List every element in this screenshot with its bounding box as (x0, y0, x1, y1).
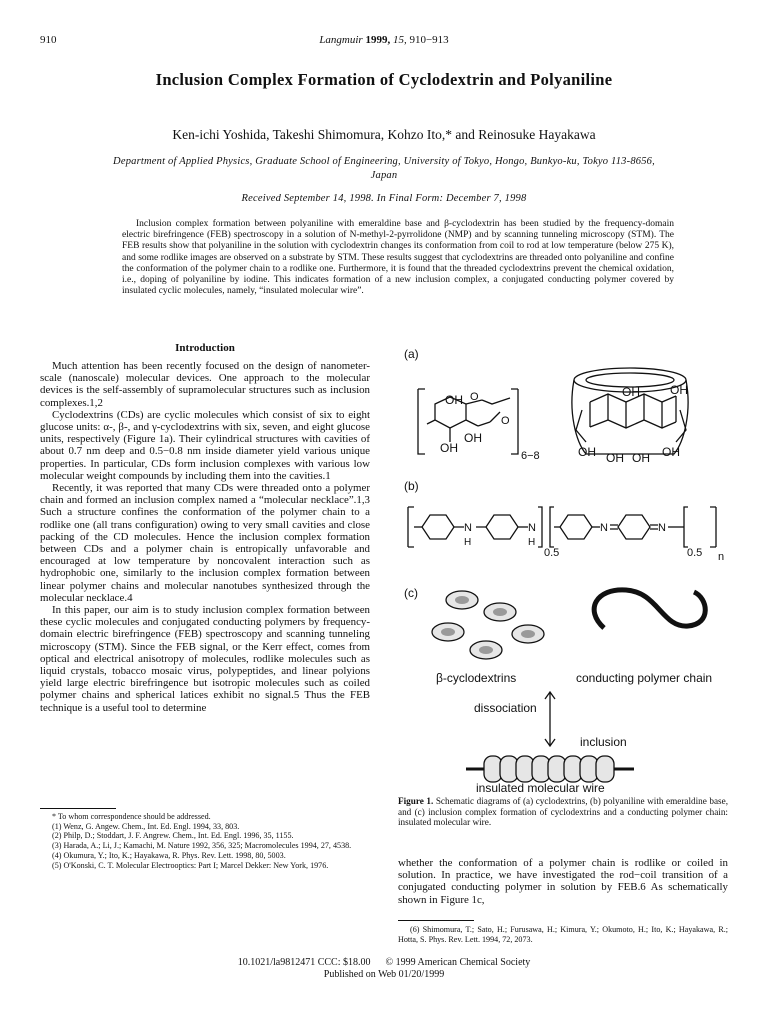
caption-label: Figure 1. (398, 796, 434, 806)
threaded-cd (548, 756, 566, 782)
oh-label: OH (662, 445, 680, 459)
footnotes-right (398, 925, 728, 944)
copyright: © 1999 American Chemical Society (385, 957, 531, 968)
o-label: O (501, 415, 510, 427)
threaded-cd (516, 756, 534, 782)
figure-caption (398, 796, 728, 828)
label-dissociation: dissociation (474, 701, 537, 715)
h-atom: H (464, 537, 472, 548)
section-heading-introduction: Introduction (175, 342, 235, 354)
footnotes-left (40, 812, 370, 870)
double-bond (610, 525, 618, 529)
footnote: (4) Okumura, Y.; Ito, K.; Hayakawa, R. Phys. Rev. Lett. 1998, 80, 5003. (52, 850, 286, 860)
threaded-cd (484, 756, 502, 782)
body-paragraph: whether the conformation of a polymer chain is rodlike or coiled in solution. In practice, we have investigated the rod−coil transition of a conjugated conducting polymer in solution by FEB.6 As schematically shown in Figure 1c, (398, 857, 728, 906)
benzene-ring (422, 515, 454, 539)
oh-label: OH (445, 393, 463, 407)
footnote: (2) Philp, D.; Stoddart, J. F. Angrew. Chem., Int. Ed. Engl. 1996, 35, 1155. (52, 831, 294, 841)
received-dates: Received September 14, 1998. In Final Form: December 7, 1998 (241, 193, 527, 204)
label-inclusion: inclusion (580, 735, 627, 749)
label-polymer-chain: conducting polymer chain (576, 671, 713, 685)
threaded-cd (532, 756, 550, 782)
label-insulated-wire: insulated molecular wire (476, 781, 605, 792)
threaded-cd (564, 756, 582, 782)
threaded-cd (580, 756, 598, 782)
benzene-ring (486, 515, 518, 539)
affiliation: Department of Applied Physics, Graduate School of Engineering, University of Tokyo, Hongo, Bunkyo-ku, Tokyo 113-8656, Japan (113, 156, 655, 181)
author-list: Ken-ichi Yoshida, Takeshi Shimomura, Kohzo Ito,* and Reinosuke Hayakawa (172, 127, 596, 142)
bracket-open (408, 507, 414, 547)
introduction-body (40, 360, 370, 714)
footnote: (6) Shimomura, T.; Sato, H.; Furusawa, H.; Kimura, Y.; Okumoto, H.; Ito, K.; Hayakawa, R.; Hotta, S. Phys. Rev. Lett. 1994, 72, 2073. (398, 925, 728, 944)
bracket-mid-3 (684, 507, 688, 547)
bracket-mid (538, 507, 542, 547)
oh-label: OH (440, 441, 458, 455)
cd-hole (479, 646, 493, 654)
cd-hole (455, 596, 469, 604)
equilibrium-arrow (545, 692, 555, 746)
footnote-divider (398, 920, 474, 921)
right-bracket (511, 389, 518, 454)
panel-b-label: (b) (404, 479, 419, 493)
caption-text: Schematic diagrams of (a) cyclodextrins, (b) polyaniline with emeraldine base, and (c) inclusion complex formation of cyclodextrins and a conducting polymer chain: insulated molecular wire. (398, 796, 728, 828)
journal-volume: 15, (392, 34, 407, 46)
oh-label: OH (606, 451, 624, 465)
intro-paragraph: Much attention has been recently focused on the design of nanometer-scale (nanoscale) molecular devices. One approach to the molecular devices is the self-assembly of supramolecular structures such as inclusion complexes.1,2 (40, 360, 370, 409)
page-number: 910 (40, 34, 57, 46)
cd-hole (493, 608, 507, 616)
bracket-close (710, 507, 716, 547)
panel-a-label: (a) (404, 347, 419, 361)
threaded-cyclodextrins (484, 756, 614, 782)
oh-label: OH (670, 383, 688, 397)
benzene-ring (560, 515, 592, 539)
footnote: (5) O'Konski, C. T. Molecular Electrooptics: Part I; Marcel Dekker: New York, 1976. (52, 860, 329, 870)
journal-pages: 910−913 (409, 34, 449, 46)
journal-citation (0, 34, 768, 46)
h-atom: H (528, 537, 536, 548)
footnote: (1) Wenz, G. Angew. Chem., Int. Ed. Engl. 1994, 33, 803. (52, 821, 240, 831)
left-bracket (418, 389, 425, 454)
repeat-count: 6−8 (521, 450, 540, 462)
n-atom: N (464, 522, 472, 534)
journal-year: 1999, (365, 34, 391, 46)
published-date: Published on Web 01/20/1999 (323, 969, 445, 980)
footer-line-1 (0, 957, 768, 969)
footnote: * To whom correspondence should be addressed. (52, 812, 211, 821)
fraction-label: 0.5 (544, 547, 560, 559)
n-atom: N (658, 522, 666, 534)
doi: 10.1021/la9812471 CCC: $18.00 (237, 957, 371, 968)
footnote-divider (40, 808, 116, 809)
oh-label: OH (632, 451, 650, 465)
bracket-mid-2 (550, 507, 554, 547)
journal-name: Langmuir (319, 34, 363, 46)
n-atom: N (600, 522, 608, 534)
cd-hole (521, 630, 535, 638)
right-column-body (398, 857, 728, 906)
fraction-label: 0.5 (687, 547, 703, 559)
page-footer (0, 957, 768, 981)
article-title: Inclusion Complex Formation of Cyclodextrin and Polyaniline (155, 70, 613, 89)
polymer-chain-coil (594, 590, 705, 628)
intro-paragraph: In this paper, our aim is to study inclusion complex formation between these cyclic molecules and conjugated conducting polymers by frequency-domain electric birefringence (FEB) spectroscopy and scanning tunneling microscopy (STM). Since the FEB signal, or the Kerr effect, comes from optical and electrical anisotropy of molecules, rodlike molecules such as liquid crystals, tobacco mosaic virus, polypeptides, and linear polyions yield large electric birefringence but isotropic molecules such as coiled polymer chains and spherical latices exhibit no signal.5 Thus the FEB technique is a useful tool to determine (40, 604, 370, 714)
figure-1 (400, 342, 728, 792)
oh-label: OH (622, 385, 640, 399)
cd-ring-mid (590, 420, 676, 428)
cd-hole (441, 628, 455, 636)
figure-1-schematic (400, 342, 728, 792)
threaded-cd (596, 756, 614, 782)
footnote: (3) Harada, A.; Li, J.; Kamachi, M. Nature 1992, 356, 325; Macromolecules 1994, 27, 4538. (52, 841, 352, 851)
o-label: O (470, 391, 479, 403)
intro-paragraph: Cyclodextrins (CDs) are cyclic molecules which consist of six to eight glucose units: α-, β-, and γ-cyclodextrins with six, seven, and eight glucose units, respectively (Figure 1a). Their cylindrical structures with cavities of about 0.7 nm deep and 0.5−0.8 nm inside diameter yield various unique properties. In particular, CDs form inclusion complexes with various low molecular weight compounds by including them into the cavities.1 (40, 408, 370, 482)
n-atom: N (528, 522, 536, 534)
oh-label: OH (578, 445, 596, 459)
double-bond (650, 525, 658, 529)
oh-label: OH (464, 431, 482, 445)
n-subscript: n (718, 551, 725, 563)
panel-c-label: (c) (404, 586, 418, 600)
threaded-cd (500, 756, 518, 782)
label-cyclodextrins: β-cyclodextrins (436, 671, 517, 685)
abstract: Inclusion complex formation between polyaniline with emeraldine base and β-cyclodextrin has been studied by the frequency-domain electric birefringence (FEB) spectroscopy in a solution of N-methyl-2-pyrrolidone (NMP) and by scanning tunneling microscopy (STM). The FEB results show that polyaniline in the solution with cyclodextrin changes its conformation from coil to rod at low temperature (below 275 K), and some rodlike images are observed on a substrate by STM. These results suggest that cyclodextrins are threaded onto polyaniline and confine the conformation of the polymer chain to a rodlike one. Furthermore, it is found that the threaded cyclodextrins prevent the chemical oxidation, i.e., doping of polyaniline by iodine. This indicates formation of a new inclusion complex, a conjugated conducting polymer covered by insulated cyclic molecules, namely, “insulated molecular wire”. (122, 219, 674, 297)
intro-paragraph: Recently, it was reported that many CDs were threaded onto a polymer chain and formed an inclusion complex named a “molecular necklace”.1,3 Such a structure confines the conformation of the polymer chain to a rodlike one (all trans configuration) owing to very small cavities and close packing of the CD molecules. Hence the inclusion complex formation between CDs and a polymer chain is entropically unfavorable and encouraged at low temperature by noncovalent interaction such as hydrophobic one, similarly to the inclusion complex formation between linear polymer chains and molecular nanotubes synthesized through the molecular necklace.4 (40, 482, 370, 604)
quinoid-ring (618, 515, 650, 539)
